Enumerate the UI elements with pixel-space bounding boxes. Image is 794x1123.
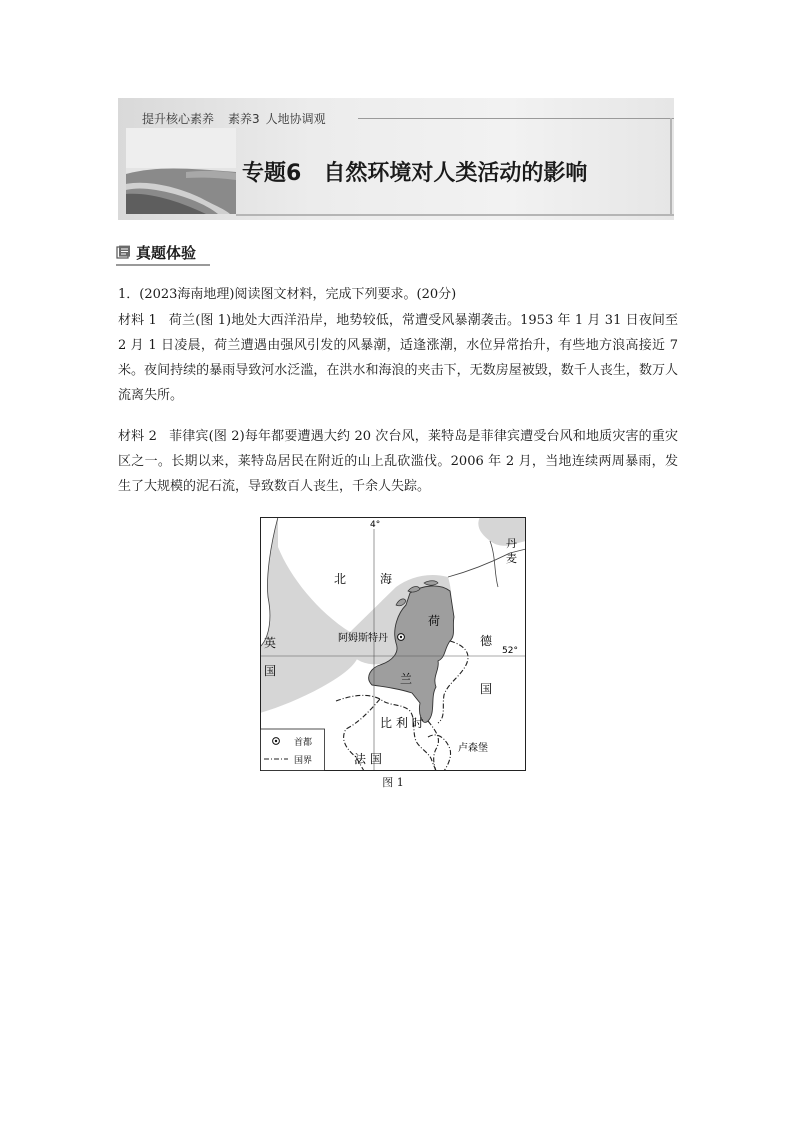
material-paragraph <box>118 424 678 499</box>
legend-border-label: 国界 <box>294 756 313 766</box>
legend-capital-label: 首都 <box>294 738 313 748</box>
document-icon <box>116 245 130 259</box>
uk-label: 国 <box>264 664 277 678</box>
luxembourg-label: 卢森堡 <box>458 743 488 754</box>
netherlands-label: 荷 <box>428 614 441 628</box>
belgium-label: 比 利 时 <box>380 716 424 730</box>
north-sea-label: 北 <box>334 572 347 586</box>
uk-label: 英 <box>264 636 277 650</box>
question-stem <box>118 282 678 307</box>
banner-rule <box>670 118 672 216</box>
germany-label: 德 <box>480 634 493 648</box>
banner-landscape-image <box>126 128 236 214</box>
capital-legend-icon <box>273 738 280 745</box>
denmark-label: 丹 <box>506 537 517 550</box>
breadcrumb-item: 提升核心素养 <box>142 112 215 126</box>
topic-number: 专题6 <box>242 161 302 186</box>
france-label: 法 国 <box>354 752 382 766</box>
amsterdam-label: 阿姆斯特丹 <box>338 633 388 644</box>
denmark-label: 麦 <box>506 552 517 565</box>
section-underline <box>116 264 210 266</box>
material-label: 材料 2 <box>118 429 157 444</box>
breadcrumb <box>142 110 326 127</box>
netherlands-map <box>260 517 526 771</box>
breadcrumb-item: 素养3 <box>228 112 260 126</box>
map-legend <box>261 729 325 771</box>
section-title: 真题体验 <box>136 243 197 262</box>
banner-rule <box>358 118 674 119</box>
material-paragraph <box>118 308 678 408</box>
question-text: (2023海南地理)阅读图文材料，完成下列要求。(20分) <box>139 287 457 302</box>
latitude-label: 52° <box>502 646 518 656</box>
capital-marker-icon <box>398 634 405 641</box>
topic-title: 自然环境对人类活动的影响 <box>323 161 588 186</box>
breadcrumb-item: 人地协调观 <box>265 112 326 126</box>
material-text: 菲律宾(图 2)每年都要遭遇大约 20 次台风，莱特岛是菲律宾遭受台风和地质灾害的重灾区之一。长期以来，莱特岛居民在附近的山上乱砍滥伐。2006 年 2 月，当地连续两周暴雨，发生了大规模的泥石流，导致数百人丧生，千余人失踪。 <box>118 429 679 494</box>
material-text: 荷兰(图 1)地处大西洋沿岸，地势较低，常遭受风暴潮袭击。1953 年 1 月 31 日夜间至 2 月 1 日凌晨，荷兰遭遇由强风引发的风暴潮，适逢涨潮，水位异常抬升，有些地方浪高接近 7 米。夜间持续的暴雨导致河水泛滥，在洪水和海浪的夹击下，无数房屋被毁，数千人丧生，数万人流离失所。 <box>118 313 678 403</box>
longitude-label: 4° <box>370 520 381 530</box>
figure-caption: 图 1 <box>382 776 404 789</box>
question-number: 1． <box>118 287 140 302</box>
page-title <box>242 156 587 187</box>
netherlands-label: 兰 <box>400 672 413 686</box>
banner-rule <box>236 214 674 216</box>
chapter-banner <box>118 98 674 220</box>
germany-label: 国 <box>480 682 493 696</box>
section-heading <box>116 240 196 264</box>
material-label: 材料 1 <box>118 313 157 328</box>
north-sea-label: 海 <box>380 572 393 586</box>
